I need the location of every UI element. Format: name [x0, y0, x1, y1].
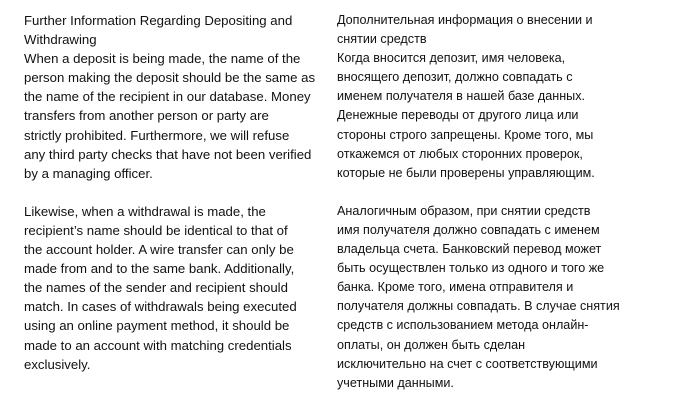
english-paragraph-withdrawal: [24, 202, 326, 374]
text-line: именем получателя в нашей базе данных.: [337, 89, 585, 104]
text-line: откажемся от любых сторонних проверок,: [337, 146, 583, 161]
text-line: Когда вносится депозит, имя человека,: [337, 51, 566, 66]
text-line: the names of the sender and recipient should: [24, 280, 288, 296]
english-heading-line: Further Information Regarding Depositing and: [24, 13, 293, 28]
text-line: person making the deposit should be the same as: [24, 70, 316, 86]
text-line: the name of the recipient in our database. Money: [24, 89, 311, 105]
russian-heading: [337, 11, 637, 49]
text-line: которые не были проверены управляющим.: [337, 165, 595, 180]
russian-paragraph-withdrawal: [337, 202, 637, 393]
text-line: strictly prohibited. Furthermore, we will refuse: [24, 127, 290, 143]
text-line: transfers from another person or party are: [24, 108, 269, 124]
text-line: Аналогичным образом, при снятии средств: [337, 203, 591, 218]
english-heading-line: Withdrawing: [24, 32, 97, 48]
text-line: исключительно на счет с соответствующими: [337, 356, 598, 371]
text-line: оплаты, он должен быть сделан: [337, 337, 526, 352]
paragraph-gap: [24, 183, 326, 202]
russian-column: [337, 11, 637, 393]
russian-paragraph-deposit: [337, 49, 637, 183]
english-heading: [24, 11, 326, 49]
russian-heading-line: снятии средств: [337, 32, 427, 47]
text-line: вносящего депозит, должно совпадать с: [337, 70, 573, 85]
text-line: получателя должны совпадать. В случае снятия: [337, 299, 620, 314]
text-line: владельца счета. Банковский перевод может: [337, 242, 602, 257]
english-column: [24, 11, 326, 374]
text-line: made to an account with matching credentials: [24, 337, 292, 353]
text-line: match. In cases of withdrawals being executed: [24, 299, 297, 315]
text-line: банка. Кроме того, имена отправителя и: [337, 280, 574, 295]
text-line: учетными данными.: [337, 375, 454, 390]
text-line: any third party checks that have not been verified: [24, 146, 312, 162]
text-line: When a deposit is being made, the name of the: [24, 51, 301, 67]
text-line: Денежные переводы от другого лица или: [337, 108, 579, 123]
text-line: быть осуществлен только из одного и того же: [337, 261, 605, 276]
text-line: имя получателя должно совпадать с именем: [337, 222, 600, 237]
english-paragraph-deposit: [24, 49, 326, 183]
paragraph-gap: [337, 183, 637, 202]
text-line: the account holder. A wire transfer can only be: [24, 242, 294, 258]
text-line: using an online payment method, it should be: [24, 318, 290, 334]
text-line: by a managing officer.: [24, 165, 153, 181]
text-line: Likewise, when a withdrawal is made, the: [24, 203, 266, 219]
text-line: средств с использованием метода онлайн-: [337, 318, 589, 333]
text-line: recipient’s name should be identical to that of: [24, 222, 288, 238]
text-line: made from and to the same bank. Additionally,: [24, 261, 295, 277]
text-line: exclusively.: [24, 356, 91, 372]
russian-heading-line: Дополнительная информация о внесении и: [337, 13, 593, 27]
text-line: стороны строго запрещены. Кроме того, мы: [337, 127, 594, 142]
